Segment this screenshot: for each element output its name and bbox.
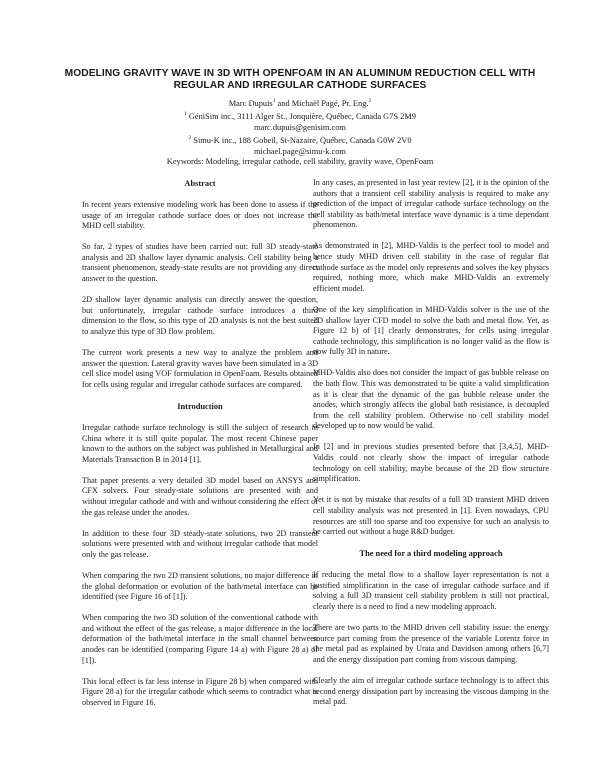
abstract-paragraph: 2D shallow layer dynamic analysis can directly answer the question, but unfortunately, irregular cathode surface introduces a third dimension to the flow, so this type of 2D analysis is not the best suited to analyze this type of 3D flow problem.	[82, 295, 318, 336]
affiliation-2: $^2$ Simu-K inc., 188 Gobeil, St-Nazaire, Québec, Canada G0W 2V0	[188, 135, 412, 146]
abstract-paragraph: The current work presents a new way to analyze the problem and answer the question. Lateral gravity waves have been simulated in a 3D cell slice model using VOF formulation in OpenFoam. Results obtained for cells using regular and irregular cathode surfaces are compared.	[82, 348, 318, 389]
intro-paragraph: Irregular cathode surface technology is still the subject of research in China where it is still quite popular. The most recent Chinese paper known to the authors on the subject was published in Metallurgical and Materials Transaction B in 2014 [1].	[82, 422, 318, 464]
body-paragraph: In [2] and in previous studies presented before that [3,4,5], MHD-Valdis could not clearly show the impact of irregular cathode technology on cell stability, maybe because of the 2D flow structure simplification.	[313, 442, 549, 484]
need-paragraph: There are two parts to the MHD driven cell stability issue: the energy source part coming from the presence of the variable Lorentz force in the metal pad as explained by Urata and Davidson among others [6,7] and the energy dissipation part coming from viscous damping.	[313, 623, 549, 664]
paper-title: MODELING GRAVITY WAVE IN 3D WITH OPENFOAM IN AN ALUMINUM REDUCTION CELL WITH REGULAR AND IRREGULAR CATHODE SURFACES	[64, 68, 536, 91]
introduction-heading: Introduction	[177, 401, 223, 411]
affiliation-2-email: michael.page@simu-k.com	[254, 146, 346, 156]
left-column	[82, 178, 318, 708]
body-paragraph: In any cases, as presented in last year review [2], it is the opinion of the authors that a transient cell stability analysis is required to make any prediction of the impact of irregular cathode surface technology on the cell stability as bath/metal interface wave dynamic is a time dependant phenomenon.	[313, 178, 549, 230]
affiliation-1-email: marc.dupuis@genisim.com	[254, 122, 346, 132]
body-paragraph: One of the key simplification in MHD-Valdis solver is the use of the 2D shallow layer CFD model to solve the bath and metal flow. Yet, as Figure 12 b) of [1] clearly demonstrates, for cells using irregular cathode technology, this simplification is no longer valid as the flow is now fully 3D in nature.	[313, 304, 549, 357]
body-paragraph: As demonstrated in [2], MHD-Valdis is the perfect tool to model and hence study MHD driven cell stability in the case of regular flat cathode surface as the model only represents and solves the key physics required, nothing more, which make MHD-Valdis an extremely efficient model.	[313, 241, 549, 293]
intro-paragraph: When comparing the two 2D transient solutions, no major difference in the global deformation or evolution of the bath/metal interface can be identified (see Figure 16 of [1]).	[82, 570, 318, 602]
body-paragraph: Yet it is not by mistake that results of a full 3D transient MHD driven cell stability analysis was not presented in [1]. Even nowadays, CPU resources are still too sparse and too expensive for such an analysis to be carried out without a huge R&D budget.	[313, 495, 549, 537]
need-paragraph: If reducing the metal flow to a shallow layer representation is not a justified simplification in the case of irregular cathode surface and if solving a full 3D transient cell stability problem is still not practical, clearly there is a need to find a new modeling approach.	[313, 570, 549, 611]
abstract-paragraph: In recent years extensive modeling work has been done to assess if the usage of an irregular cathode surface does or does not increase the MHD cell stability.	[82, 200, 318, 231]
intro-paragraph: In addition to these four 3D steady-state solutions, two 2D transient solutions were presented with and without irregular cathode that model only the gas release.	[82, 528, 318, 559]
abstract-heading: Abstract	[184, 179, 216, 188]
abstract-paragraph: So far, 2 types of studies have been carried out: full 3D steady-state analysis and 2D shallow layer dynamic analysis. Cell stability being a transient phenomenon, steady-state results are not providing any direct answer to the question.	[82, 242, 318, 284]
intro-paragraph: That paper presents a very detailed 3D model based on ANSYS and CFX solvers. Four steady-state solutions are presented with and without irregular cathode and with and without considering the effect of the gas release under the anodes.	[82, 475, 318, 517]
author-block	[0, 96, 600, 157]
body-paragraph: MHD-Valdis also does not consider the impact of gas bubble release on the bath flow. This was demonstrated to be quite a valid simplification as it is clear that the dynamic of the gas bubble release under the anodes, which strongly affects the global bath resistance, is decoupled from the cell stability problem. Otherwise no cell stability model developed up to now would be valid.	[313, 368, 549, 431]
need-paragraph: Clearly the aim of irregular cathode surface technology is to affect this second energy dissipation part by increasing the viscous damping in the metal pad.	[313, 675, 549, 707]
need-heading: The need for a third modeling approach	[359, 549, 503, 559]
intro-paragraph: When comparing the two 3D solution of the conventional cathode with and without the effect of the gas release, a major difference in the local deformation of the bath/metal interface in the small channel between anodes can be identified (comparing Figure 14 a) with Figure 28 a) of [1]).	[82, 613, 318, 665]
right-column	[313, 178, 549, 708]
author-names: Marc Dupuis$^1$ and Michaël Pagé, Pr. Eng.$^2$	[228, 98, 372, 108]
keywords: Keywords: Modeling, irregular cathode, cell stability, gravity wave, OpenFoam	[166, 157, 434, 166]
affiliation-1: $^1$ GéniSim inc., 3111 Alger St., Jonquière, Québec, Canada G7S 2M9	[184, 111, 416, 122]
intro-paragraph: This local effect is far less intense in Figure 28 b) when compared with Figure 28 a) for the irregular cathode which seems to contradict what is observed in Figure 16.	[82, 676, 318, 707]
